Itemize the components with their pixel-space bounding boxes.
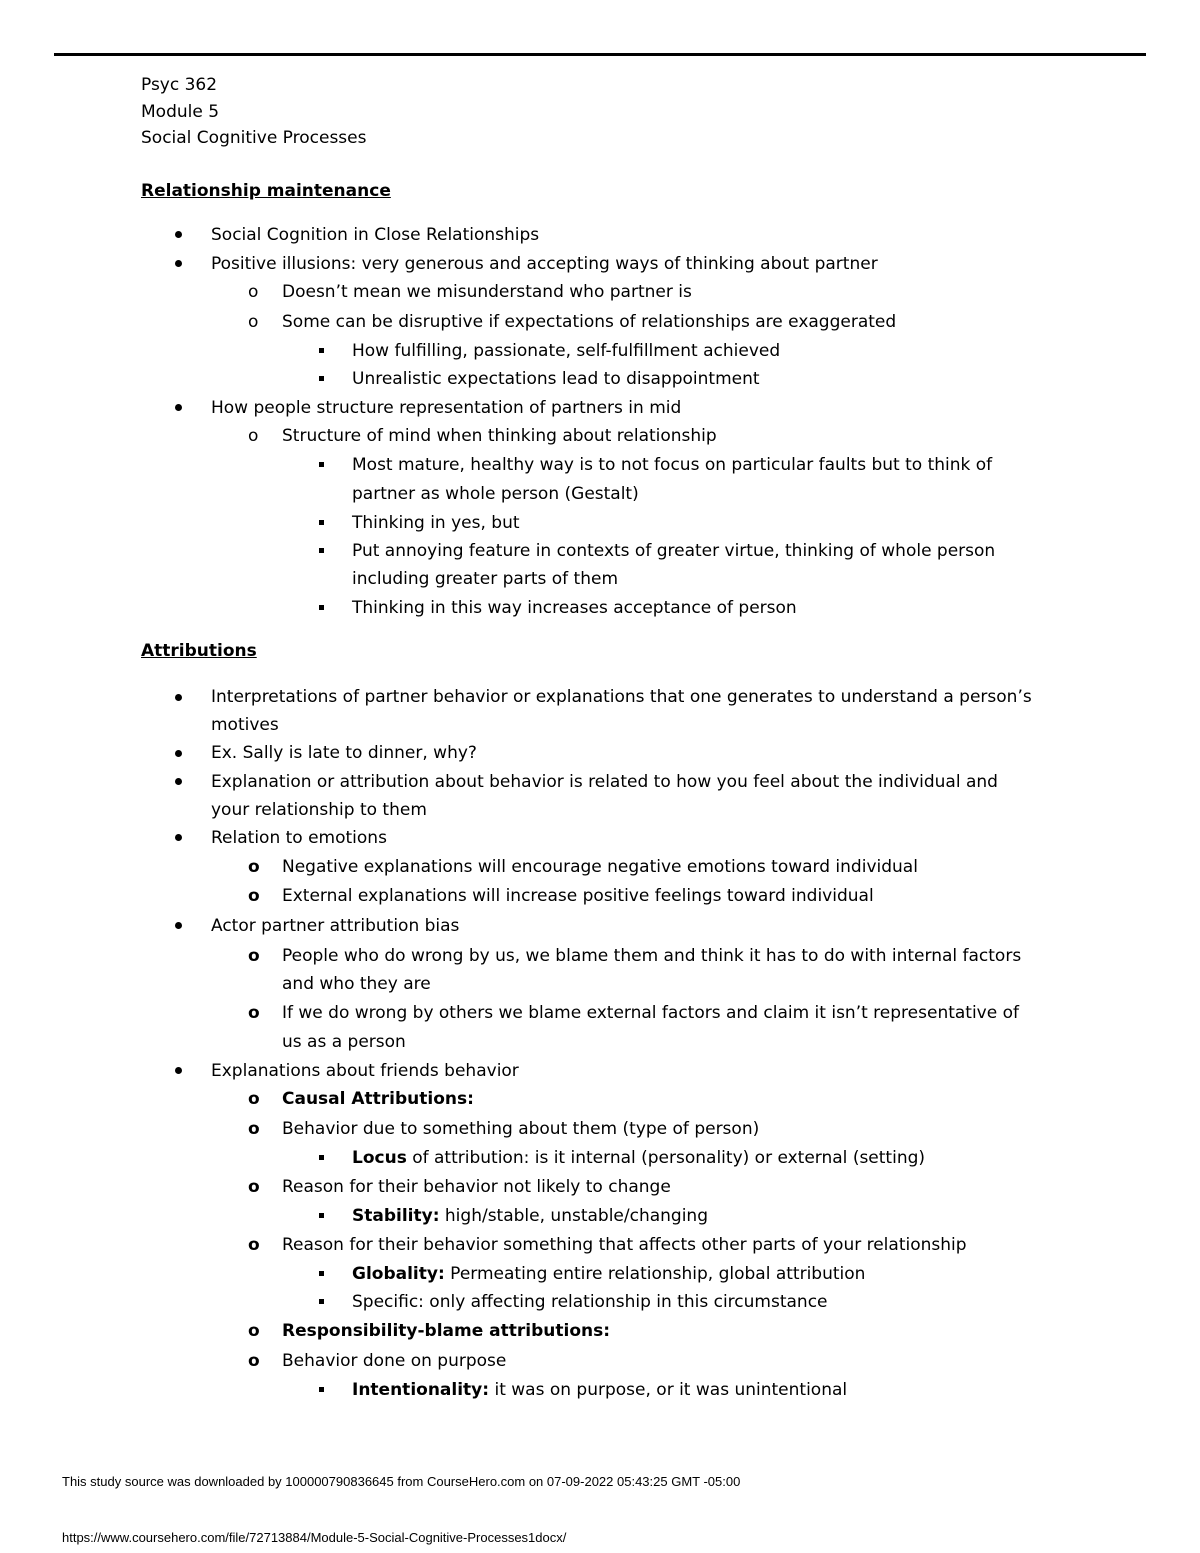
list-item-continuation: including greater parts of them bbox=[352, 569, 618, 589]
list-item: If we do wrong by others we blame external factors and claim it isn’t representative of bbox=[282, 1003, 1019, 1023]
list-item bbox=[352, 1379, 847, 1401]
list-item-continuation: motives bbox=[211, 715, 279, 735]
square-bullet-icon bbox=[319, 348, 324, 353]
module-number: Module 5 bbox=[141, 102, 220, 122]
list-item: Reason for their behavior something that affects other parts of your relationship bbox=[282, 1235, 967, 1255]
list-item-continuation: your relationship to them bbox=[211, 800, 427, 820]
list-item: Thinking in yes, but bbox=[352, 513, 520, 533]
term-label: Globality: bbox=[352, 1264, 445, 1284]
bullet-icon bbox=[175, 231, 182, 238]
circle-bullet-icon: o bbox=[248, 312, 259, 332]
section-heading-relationship-maintenance: Relationship maintenance bbox=[141, 181, 391, 201]
square-bullet-icon bbox=[319, 1271, 324, 1276]
list-item: Interpretations of partner behavior or explanations that one generates to understand a person’s bbox=[211, 687, 1032, 707]
list-item: Actor partner attribution bias bbox=[211, 916, 460, 936]
list-item: Structure of mind when thinking about relationship bbox=[282, 426, 717, 446]
list-item: Reason for their behavior not likely to change bbox=[282, 1177, 671, 1197]
bullet-icon bbox=[175, 778, 182, 785]
circle-bullet-icon: o bbox=[248, 1351, 260, 1371]
term-definition: Permeating entire relationship, global attribution bbox=[444, 1264, 866, 1284]
source-url-link[interactable]: https://www.coursehero.com/file/72713884/Module-5-Social-Cognitive-Processes1docx/ bbox=[62, 1530, 567, 1545]
square-bullet-icon bbox=[319, 520, 324, 525]
document-title: Social Cognitive Processes bbox=[141, 128, 367, 148]
circle-bullet-icon: o bbox=[248, 426, 259, 446]
term-label: Intentionality: bbox=[352, 1380, 490, 1400]
term-label: Stability: bbox=[352, 1206, 440, 1226]
circle-bullet-icon: o bbox=[248, 1003, 260, 1023]
circle-bullet-icon: o bbox=[248, 1321, 260, 1341]
list-item: Unrealistic expectations lead to disappointment bbox=[352, 369, 760, 389]
square-bullet-icon bbox=[319, 548, 324, 553]
list-item: Explanations about friends behavior bbox=[211, 1061, 519, 1081]
list-item: Social Cognition in Close Relationships bbox=[211, 225, 540, 245]
square-bullet-icon bbox=[319, 1299, 324, 1304]
bullet-icon bbox=[175, 750, 182, 757]
course-code: Psyc 362 bbox=[141, 75, 218, 95]
list-item: Causal Attributions: bbox=[282, 1089, 474, 1109]
list-item: How people structure representation of partners in mid bbox=[211, 398, 682, 418]
list-item: Negative explanations will encourage negative emotions toward individual bbox=[282, 857, 918, 877]
term-label: Locus bbox=[352, 1148, 407, 1168]
list-item: Doesn’t mean we misunderstand who partner is bbox=[282, 282, 692, 302]
square-bullet-icon bbox=[319, 1387, 324, 1392]
circle-bullet-icon: o bbox=[248, 1235, 260, 1255]
bullet-icon bbox=[175, 694, 182, 701]
top-rule bbox=[54, 53, 1146, 56]
list-item: People who do wrong by us, we blame them and think it has to do with internal factors bbox=[282, 946, 1022, 966]
list-item: Explanation or attribution about behavior is related to how you feel about the individual and bbox=[211, 772, 998, 792]
list-item: Behavior due to something about them (type of person) bbox=[282, 1119, 760, 1139]
square-bullet-icon bbox=[319, 605, 324, 610]
term-definition: high/stable, unstable/changing bbox=[439, 1206, 708, 1226]
list-item-continuation: and who they are bbox=[282, 974, 431, 994]
list-item: Ex. Sally is late to dinner, why? bbox=[211, 743, 477, 763]
bullet-icon bbox=[175, 1067, 182, 1074]
section-heading-attributions: Attributions bbox=[141, 641, 257, 661]
circle-bullet-icon: o bbox=[248, 1119, 260, 1139]
list-item bbox=[352, 1147, 925, 1169]
term-definition: it was on purpose, or it was unintentional bbox=[489, 1380, 848, 1400]
circle-bullet-icon: o bbox=[248, 946, 260, 966]
list-item: Responsibility-blame attributions: bbox=[282, 1321, 611, 1341]
list-item: External explanations will increase positive feelings toward individual bbox=[282, 886, 874, 906]
bullet-icon bbox=[175, 834, 182, 841]
list-item: Thinking in this way increases acceptance of person bbox=[352, 598, 797, 618]
list-item: Most mature, healthy way is to not focus on particular faults but to think of bbox=[352, 455, 993, 475]
term-definition: of attribution: is it internal (personality) or external (setting) bbox=[406, 1148, 926, 1168]
bullet-icon bbox=[175, 404, 182, 411]
bullet-icon bbox=[175, 260, 182, 267]
list-item: Some can be disruptive if expectations of relationships are exaggerated bbox=[282, 312, 897, 332]
list-item: Relation to emotions bbox=[211, 828, 387, 848]
square-bullet-icon bbox=[319, 376, 324, 381]
square-bullet-icon bbox=[319, 462, 324, 467]
circle-bullet-icon: o bbox=[248, 282, 259, 302]
list-item bbox=[352, 1205, 708, 1227]
list-item: Positive illusions: very generous and accepting ways of thinking about partner bbox=[211, 254, 878, 274]
list-item: Put annoying feature in contexts of greater virtue, thinking of whole person bbox=[352, 541, 996, 561]
circle-bullet-icon: o bbox=[248, 1177, 260, 1197]
circle-bullet-icon: o bbox=[248, 886, 260, 906]
list-item bbox=[352, 1263, 865, 1285]
download-notice: This study source was downloaded by 100000790836645 from CourseHero.com on 07-09-2022 05:43:25 GMT -05:00 bbox=[62, 1474, 741, 1489]
bullet-icon bbox=[175, 922, 182, 929]
list-item: Behavior done on purpose bbox=[282, 1351, 507, 1371]
list-item-continuation: us as a person bbox=[282, 1032, 406, 1052]
circle-bullet-icon: o bbox=[248, 857, 260, 877]
list-item: How fulfilling, passionate, self-fulfillment achieved bbox=[352, 341, 781, 361]
list-item-continuation: partner as whole person (Gestalt) bbox=[352, 484, 639, 504]
square-bullet-icon bbox=[319, 1213, 324, 1218]
circle-bullet-icon: o bbox=[248, 1089, 260, 1109]
square-bullet-icon bbox=[319, 1155, 324, 1160]
list-item: Specific: only affecting relationship in this circumstance bbox=[352, 1292, 828, 1312]
